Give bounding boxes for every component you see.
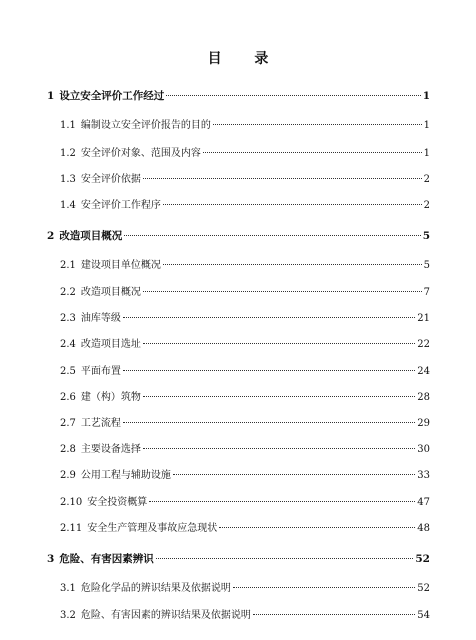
- toc-dot-leader: [123, 370, 415, 371]
- toc-entry-page: 1: [423, 148, 430, 159]
- toc-entry-page: 21: [417, 313, 430, 324]
- toc-dot-leader: [143, 291, 422, 292]
- toc-dot-leader: [163, 264, 422, 265]
- toc-entry-number: 2.2: [60, 287, 76, 298]
- toc-entry-text: 工艺流程: [80, 418, 121, 429]
- toc-entry: [47, 88, 430, 104]
- toc-entry-text: 改造项目选址: [80, 339, 141, 350]
- toc-entry-number: 1: [47, 90, 55, 102]
- toc-entry-page: 5: [423, 260, 430, 271]
- toc-entry-page: 1: [423, 120, 430, 131]
- toc-entry-number: 3.1: [60, 583, 76, 594]
- toc-entry-page: 28: [417, 392, 430, 403]
- toc-entry-text: 安全投资概算: [87, 497, 148, 508]
- toc-dot-leader: [143, 178, 422, 179]
- toc-entry: [60, 258, 430, 274]
- toc-entry-page: 1: [422, 90, 430, 102]
- toc-entry: [60, 337, 430, 353]
- toc-dot-leader: [213, 124, 422, 125]
- toc-dot-leader: [123, 317, 415, 318]
- toc-entry-number: 1.2: [60, 148, 76, 159]
- toc-entry: [47, 228, 430, 244]
- toc-entry: [60, 364, 430, 380]
- toc-dot-leader: [166, 95, 420, 96]
- toc-entry: [60, 495, 430, 511]
- toc-dot-leader: [143, 343, 415, 344]
- toc-entry-number: 2.8: [60, 444, 76, 455]
- toc-entry-page: 29: [417, 418, 430, 429]
- toc-entry-number: 2.5: [60, 366, 76, 377]
- toc-entry-text: 危险、有害因素辨识: [59, 553, 154, 565]
- toc-entry-page: 24: [417, 366, 430, 377]
- toc-entry-number: 1.3: [60, 174, 76, 185]
- toc-entry: [60, 608, 430, 624]
- toc-entry-text: 安全评价依据: [80, 174, 141, 185]
- toc-entry: [60, 198, 430, 214]
- toc-entry: [60, 118, 430, 134]
- toc-entry-page: 33: [417, 470, 430, 481]
- toc-dot-leader: [143, 396, 415, 397]
- toc-entry: [60, 581, 430, 597]
- toc-entry-number: 3: [47, 553, 55, 565]
- toc-dot-leader: [203, 152, 422, 153]
- toc-entry-text: 安全生产管理及事故应急现状: [87, 523, 218, 534]
- toc-entry-page: 54: [417, 610, 430, 621]
- toc-entry-text: 安全评价对象、范围及内容: [80, 148, 201, 159]
- toc-entry-page: 52: [417, 583, 430, 594]
- toc-entry-number: 2.1: [60, 260, 76, 271]
- toc-title: 目 录: [207, 51, 283, 67]
- toc-entry-page: 5: [422, 230, 430, 242]
- toc-entry-number: 2.4: [60, 339, 76, 350]
- toc-dot-leader: [124, 235, 420, 236]
- toc-entry: [60, 311, 430, 327]
- toc-entry: [47, 551, 430, 567]
- toc-entry-number: 2.6: [60, 392, 76, 403]
- toc-entry-text: 公用工程与辅助设施: [80, 470, 171, 481]
- toc-entry-number: 2.11: [60, 523, 83, 534]
- toc-entry-page: 7: [423, 287, 430, 298]
- toc-dot-leader: [233, 587, 415, 588]
- toc-entry-text: 改造项目概况: [80, 287, 141, 298]
- toc-entry-text: 建（构）筑物: [80, 392, 141, 403]
- toc-entry-text: 设立安全评价工作经过: [59, 90, 165, 102]
- toc-entry-number: 2: [47, 230, 55, 242]
- toc-dot-leader: [173, 474, 415, 475]
- toc-dot-leader: [163, 204, 422, 205]
- toc-entry-page: 2: [423, 174, 430, 185]
- toc-entry-page: 22: [417, 339, 430, 350]
- toc-entry-page: 52: [415, 553, 430, 565]
- toc-entry: [60, 468, 430, 484]
- toc-entry-page: 30: [417, 444, 430, 455]
- toc-entry: [60, 416, 430, 432]
- toc-dot-leader: [143, 448, 415, 449]
- toc-dot-leader: [149, 501, 415, 502]
- toc-dot-leader: [156, 558, 414, 559]
- toc-entry-text: 危险化学品的辨识结果及依据说明: [80, 583, 231, 594]
- toc-entry-number: 2.3: [60, 313, 76, 324]
- toc-entry-text: 安全评价工作程序: [80, 200, 161, 211]
- toc-entry-text: 危险、有害因素的辨识结果及依据说明: [80, 610, 251, 621]
- toc-entry: [60, 521, 430, 537]
- toc-entry: [60, 390, 430, 406]
- toc-entry-number: 2.7: [60, 418, 76, 429]
- toc-entry-text: 平面布置: [80, 366, 121, 377]
- toc-entry: [60, 146, 430, 162]
- toc-entry-text: 编制设立安全评价报告的目的: [80, 120, 211, 131]
- toc-entry-page: 47: [417, 497, 430, 508]
- toc-entry-number: 2.10: [60, 497, 83, 508]
- toc-entry: [60, 285, 430, 301]
- toc-entry-number: 2.9: [60, 470, 76, 481]
- toc-entry-text: 改造项目概况: [59, 230, 123, 242]
- toc-entry-page: 48: [417, 523, 430, 534]
- toc-dot-leader: [253, 614, 415, 615]
- toc-entry-number: 1.4: [60, 200, 76, 211]
- toc-entry-text: 油库等级: [80, 313, 121, 324]
- toc-dot-leader: [219, 527, 415, 528]
- toc-entry-number: 1.1: [60, 120, 76, 131]
- toc-entry: [60, 442, 430, 458]
- toc-entry: [60, 172, 430, 188]
- toc-entry-text: 主要设备选择: [80, 444, 141, 455]
- toc-entry-text: 建设项目单位概况: [80, 260, 161, 271]
- toc-entry-page: 2: [423, 200, 430, 211]
- toc-entry-number: 3.2: [60, 610, 76, 621]
- toc-dot-leader: [123, 422, 415, 423]
